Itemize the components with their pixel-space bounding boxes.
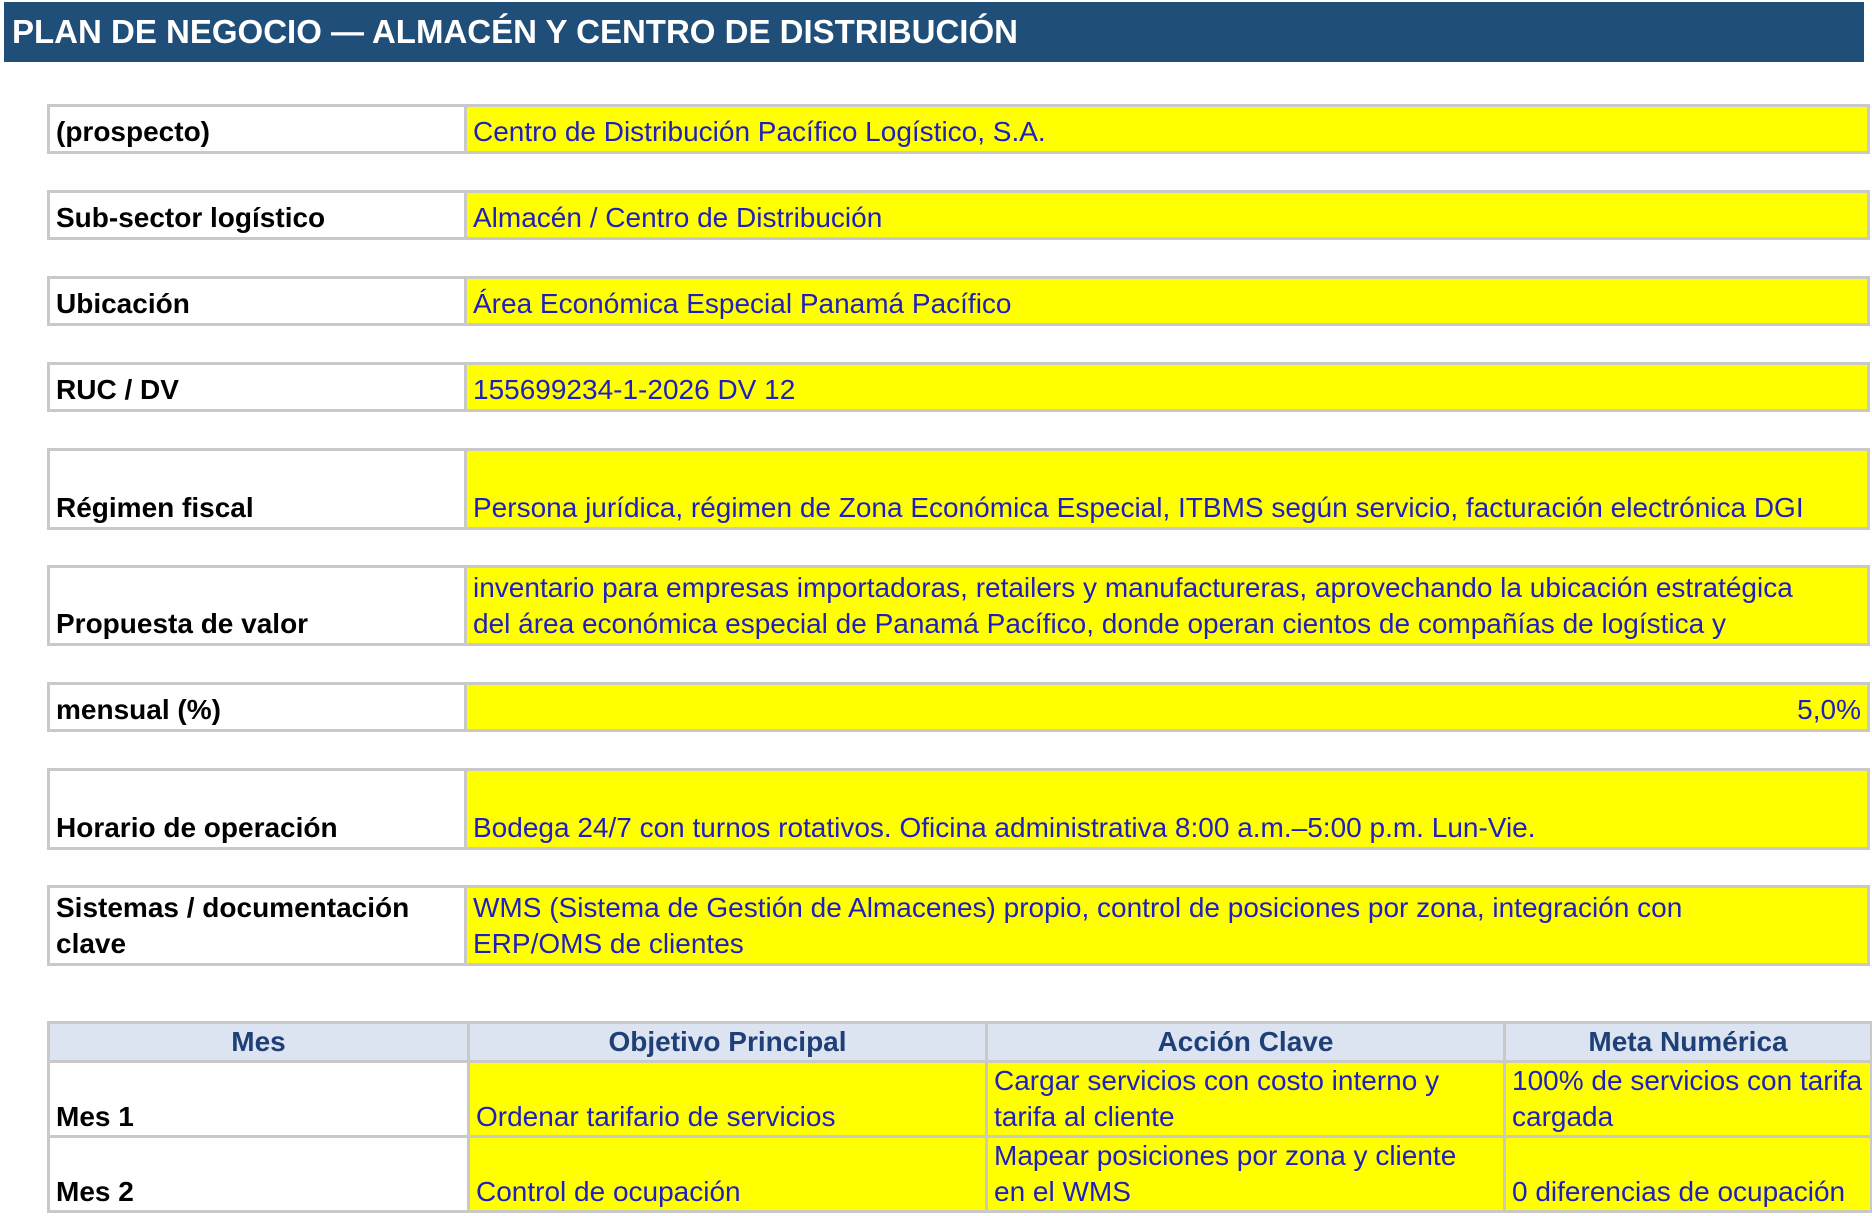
page-title: PLAN DE NEGOCIO — ALMACÉN Y CENTRO DE DISTRIBUCIÓN	[4, 2, 1864, 62]
field-label: Ubicación	[50, 279, 467, 323]
cell-meta[interactable]	[1505, 1062, 1872, 1137]
field-row-horario	[47, 768, 1870, 850]
field-row-ubicacion	[47, 276, 1870, 326]
field-row-mensual	[47, 682, 1870, 732]
field-label: mensual (%)	[50, 685, 467, 729]
column-header-objetivo: Objetivo Principal	[469, 1023, 987, 1062]
field-label: Propuesta de valor	[50, 568, 467, 643]
field-value-mensual[interactable]: 5,0%	[467, 685, 1867, 729]
cell-line: Cargar servicios con costo interno y	[994, 1065, 1440, 1096]
field-value-sistemas[interactable]: WMS (Sistema de Gestión de Almacenes) propio, control de posiciones por zona, integración con ERP/OMS de clientes	[467, 888, 1867, 963]
column-header-meta: Meta Numérica	[1505, 1023, 1872, 1062]
cell-mes: Mes 2	[49, 1137, 469, 1212]
field-row-sistemas	[47, 885, 1870, 966]
field-value-regimen[interactable]: Persona jurídica, régimen de Zona Económica Especial, ITBMS según servicio, facturación electrónica DGI	[467, 451, 1867, 527]
column-header-mes: Mes	[49, 1023, 469, 1062]
field-row-ruc	[47, 362, 1870, 412]
field-label: Sub-sector logístico	[50, 193, 467, 237]
cell-accion[interactable]	[987, 1137, 1505, 1212]
table-header-row	[49, 1023, 1872, 1062]
cell-line: 100% de servicios con tarifa	[1512, 1065, 1863, 1096]
cell-line: Mapear posiciones por zona y cliente	[994, 1140, 1457, 1171]
field-value-ubicacion[interactable]: Área Económica Especial Panamá Pacífico	[467, 279, 1867, 323]
cell-line: en el WMS	[994, 1176, 1131, 1207]
field-value-propuesta[interactable]: inventario para empresas importadoras, retailers y manufactureras, aprovechando la ubicación estratégica del área económica especial de Panamá Pacífico, donde operan cientos de compañías de logística y	[467, 568, 1867, 643]
field-value-ruc[interactable]: 155699234-1-2026 DV 12	[467, 365, 1867, 409]
field-value-subsector[interactable]: Almacén / Centro de Distribución	[467, 193, 1867, 237]
field-value-horario[interactable]: Bodega 24/7 con turnos rotativos. Oficina administrativa 8:00 a.m.–5:00 p.m. Lun-Vie.	[467, 771, 1867, 847]
cell-objetivo[interactable]: Control de ocupación	[469, 1137, 987, 1212]
field-label: Horario de operación	[50, 771, 467, 847]
cell-line: cargada	[1512, 1101, 1614, 1132]
table-row	[49, 1062, 1872, 1137]
field-value-empresa[interactable]: Centro de Distribución Pacífico Logístico, S.A.	[467, 107, 1867, 151]
field-row-subsector	[47, 190, 1870, 240]
table-row	[49, 1137, 1872, 1212]
cell-accion[interactable]	[987, 1062, 1505, 1137]
cell-line: 0 diferencias de ocupación	[1512, 1176, 1846, 1207]
field-label: RUC / DV	[50, 365, 467, 409]
field-label: Sistemas / documentación clave	[50, 888, 467, 963]
column-header-accion: Acción Clave	[987, 1023, 1505, 1062]
field-row-propuesta	[47, 565, 1870, 646]
cell-objetivo[interactable]: Ordenar tarifario de servicios	[469, 1062, 987, 1137]
field-label: Régimen fiscal	[50, 451, 467, 527]
cell-meta[interactable]	[1505, 1137, 1872, 1212]
plan-table	[47, 1021, 1872, 1213]
cell-line: tarifa al cliente	[994, 1101, 1175, 1132]
field-label: (prospecto)	[50, 107, 467, 151]
field-row-empresa	[47, 104, 1870, 154]
field-row-regimen	[47, 448, 1870, 530]
cell-mes: Mes 1	[49, 1062, 469, 1137]
